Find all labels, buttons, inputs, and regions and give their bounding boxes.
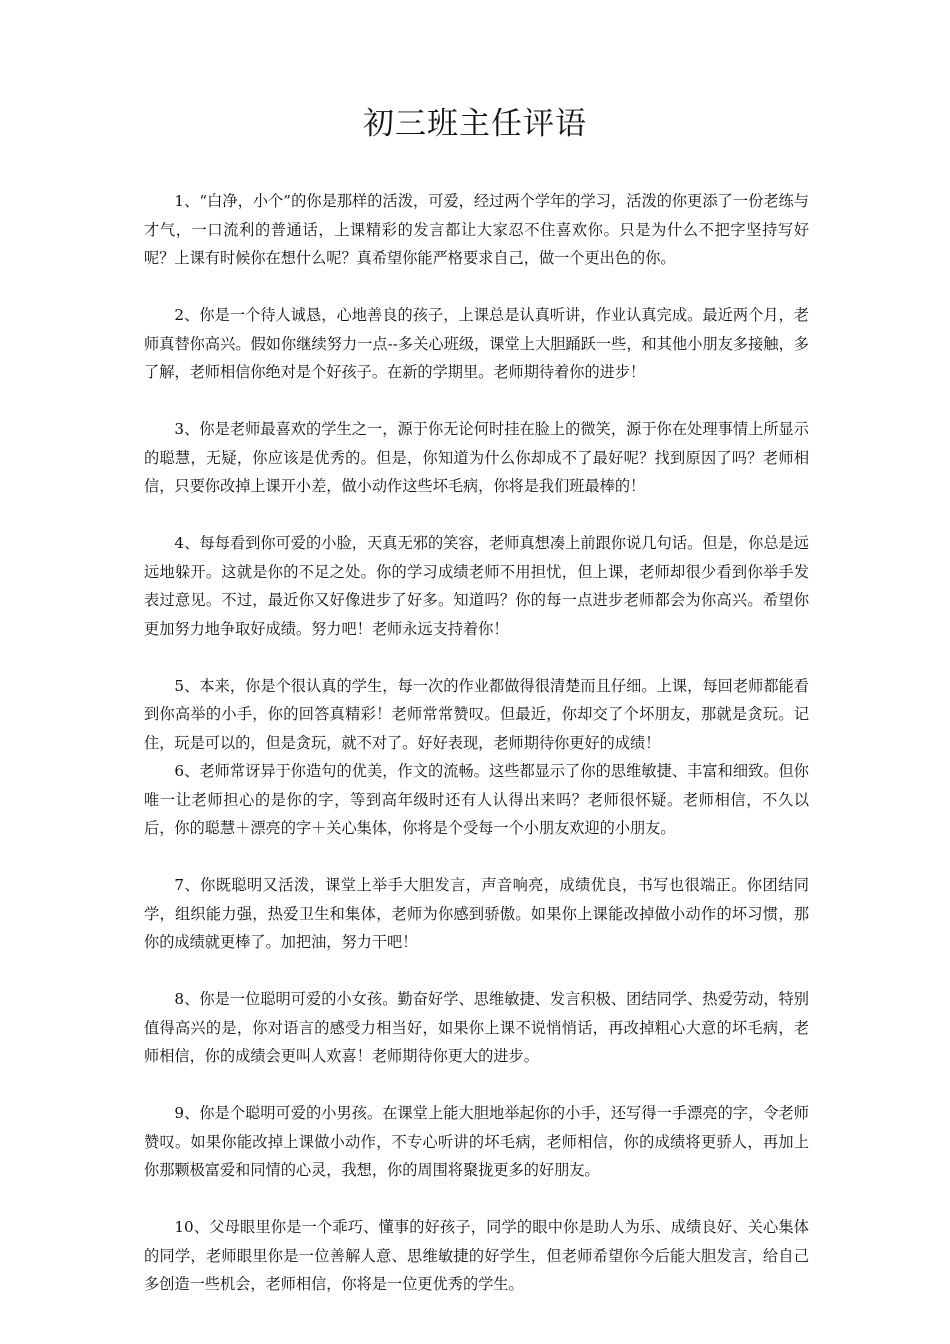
comment-paragraph-4: 4、每每看到你可爱的小脸，天真无邪的笑容，老师真想凑上前跟你说几句话。但是，你总是远远地躲开。这就是你的不足之处。你的学习成绩老师不用担忧，但上课，老师却很少看到你举手发表过意见。不过，最近你又好像进步了好多。知道吗？你的每一点进步老师都会为你高兴。希望你更加努力地争取好成绩。努力吧！老师永远支持着你！ <box>144 534 809 638</box>
paragraph-gap <box>144 1185 809 1214</box>
comment-paragraph-2: 2、你是一个待人诚恳，心地善良的孩子，上课总是认真听讲，作业认真完成。最近两个月，老师真替你高兴。假如你继续努力一点--多关心班级，课堂上大胆踊跃一些，和其他小朋友多接触，多了解，老师相信你绝对是个好孩子。在新的学期里。老师期待着你的进步！ <box>144 306 809 381</box>
comment-paragraph-7: 7、你既聪明又活泼，课堂上举手大胆发言，声音响亮，成绩优良，书写也很端正。你团结同学，组织能力强，热爱卫生和集体，老师为你感到骄傲。如果你上课能改掉做小动作的坏习惯，那你的成绩就更棒了。加把油，努力干吧！ <box>144 876 809 951</box>
comment-paragraph-6: 6、老师常讶异于你造句的优美，作文的流畅。这些都显示了你的思维敏捷、丰富和细致。但你唯一让老师担心的是你的字，等到高年级时还有人认得出来吗？老师很怀疑。老师相信，不久以后，你的聪慧＋漂亮的字＋关心集体，你将是个受每一个小朋友欢迎的小朋友。 <box>144 762 809 837</box>
document-body <box>144 187 809 1299</box>
paragraph-gap <box>144 501 809 530</box>
document-title: 初三班主任评语 <box>363 106 587 142</box>
paragraph-gap <box>144 273 809 302</box>
paragraph-gap <box>144 957 809 986</box>
paragraph-gap <box>144 1071 809 1100</box>
comment-paragraph-5: 5、本来，你是个很认真的学生，每一次的作业都做得很清楚而且仔细。上课，每回老师都能看到你高举的小手，你的回答真精彩！老师常常赞叹。但最近，你却交了个坏朋友，那就是贪玩。记住，玩是可以的，但是贪玩，就不对了。好好表现，老师期待你更好的成绩！ <box>144 676 809 752</box>
comment-paragraph-1: 1、“白净，小个”的你是那样的活泼，可爱，经过两个学年的学习，活泼的你更添了一份老练与才气，一口流利的普通话，上课精彩的发言都让大家忍不住喜欢你。只是为什么不把字坚持写好呢？上课有时候你在想什么呢？真希望你能严格要求自己，做一个更出色的你。 <box>144 192 809 267</box>
paragraph-gap <box>144 643 809 672</box>
comment-paragraph-8: 8、你是一位聪明可爱的小女孩。勤奋好学、思维敏捷、发言积极、团结同学、热爱劳动，特别值得高兴的是，你对语言的感受力相当好，如果你上课不说悄悄话，再改掉粗心大意的坏毛病，老师相信，你的成绩会更叫人欢喜！老师期待你更大的进步。 <box>144 990 809 1065</box>
comment-paragraph-10: 10、父母眼里你是一个乖巧、懂事的好孩子，同学的眼中你是助人为乐、成绩良好、关心集体的同学，老师眼里你是一位善解人意、思维敏捷的好学生，但老师希望你今后能大胆发言，给自己多创造一些机会，老师相信，你将是一位更优秀的学生。 <box>144 1218 809 1293</box>
paragraph-gap <box>144 387 809 416</box>
comment-paragraph-9: 9、你是个聪明可爱的小男孩。在课堂上能大胆地举起你的小手，还写得一手漂亮的字，令老师赞叹。如果你能改掉上课做小动作，不专心听讲的坏毛病，老师相信，你的成绩将更骄人，再加上你那颗极富爱和同情的心灵，我想，你的周围将聚拢更多的好朋友。 <box>144 1104 809 1179</box>
paragraph-gap <box>144 843 809 872</box>
comment-paragraph-3: 3、你是老师最喜欢的学生之一，源于你无论何时挂在脸上的微笑，源于你在处理事情上所显示的聪慧，无疑，你应该是优秀的。但是，你知道为什么你却成不了最好呢？找到原因了吗？老师相信，只要你改掉上课开小差，做小动作这些坏毛病，你将是我们班最棒的！ <box>144 420 809 495</box>
